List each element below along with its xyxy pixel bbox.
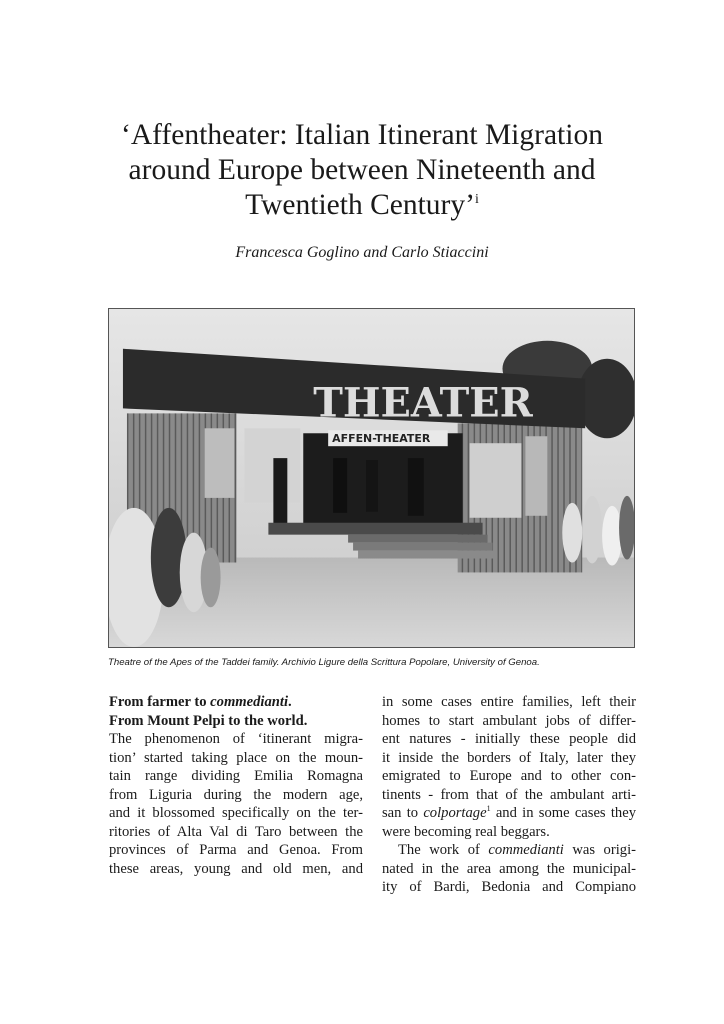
photo-sign-main: THEATER [313,380,533,427]
right-column [382,693,636,897]
heading-plain: From farmer to [109,694,211,710]
right-line-5: emigrated to Europe and to other con- [382,768,636,784]
photo-caption: Theatre of the Apes of the Taddei family. Archivio Ligure della Scrittura Popolare, University of Genoa. [108,657,540,668]
left-line-1: The phenomenon of ‘itinerant migra- [109,731,363,747]
right-line-2: homes to start ambulant jobs of differ- [382,712,636,729]
para2-post: was origi- [563,842,636,858]
section-heading-line-1 [109,693,363,712]
left-line-5: and it blossomed specifically on the ter- [109,805,363,821]
right-line-4: it inside the borders of Italy, later they [382,749,636,766]
right-line-8: were becoming real beggars. [382,823,550,840]
left-line-3: tain range dividing Emilia Romagna [109,768,363,784]
photo-illustration [109,309,634,647]
colportage-word: colportage [423,805,487,821]
title-line-2: around Europe between Nineteenth and [128,154,596,186]
para2-pre: The work of [398,842,489,858]
article-title [80,118,644,223]
left-line-6: ritories of Alta Val di Taro between the [109,823,363,840]
colportage-footnote: 1 [486,804,491,814]
authors: Francesca Goglino and Carlo Stiaccini [235,244,489,261]
left-line-8: these areas, young and old men, and [109,860,363,877]
left-column [109,693,363,878]
left-line-2: tion’ started taking place on the moun- [109,749,363,766]
left-line-4: from Liguria during the modern age, [109,786,363,803]
right-line-11: ity of Bardi, Bedonia and Compiano [382,879,636,895]
photo-sign-small: AFFEN-THEATER [332,432,431,446]
right-line-10: nated in the area among the municipal- [382,860,636,877]
right-line-3: ent natures - initially these people did [382,731,636,747]
title-footnote-marker: i [474,192,479,208]
title-line-1: ‘Affentheater: Italian Itinerant Migration [121,119,603,151]
colportage-post: and in some cases they [490,805,636,821]
colportage-pre: san to [382,805,424,821]
right-line-7 [382,804,636,823]
title-line-3-wrap [80,188,644,223]
right-line-1: in some cases entire families, left their [382,694,636,710]
heading-period: . [288,694,292,710]
right-line-6: tinents - from that of the ambulant arti- [382,786,636,803]
title-line-3: Twentieth Century’ [245,189,475,221]
para2-word: commedianti [488,842,564,858]
section-heading-line-2: From Mount Pelpi to the world. [109,712,308,729]
left-line-7: provinces of Parma and Genoa. From [109,842,363,858]
right-line-9 [382,841,636,860]
heading-italic: commedianti [210,694,289,710]
theatre-photograph [108,308,635,648]
